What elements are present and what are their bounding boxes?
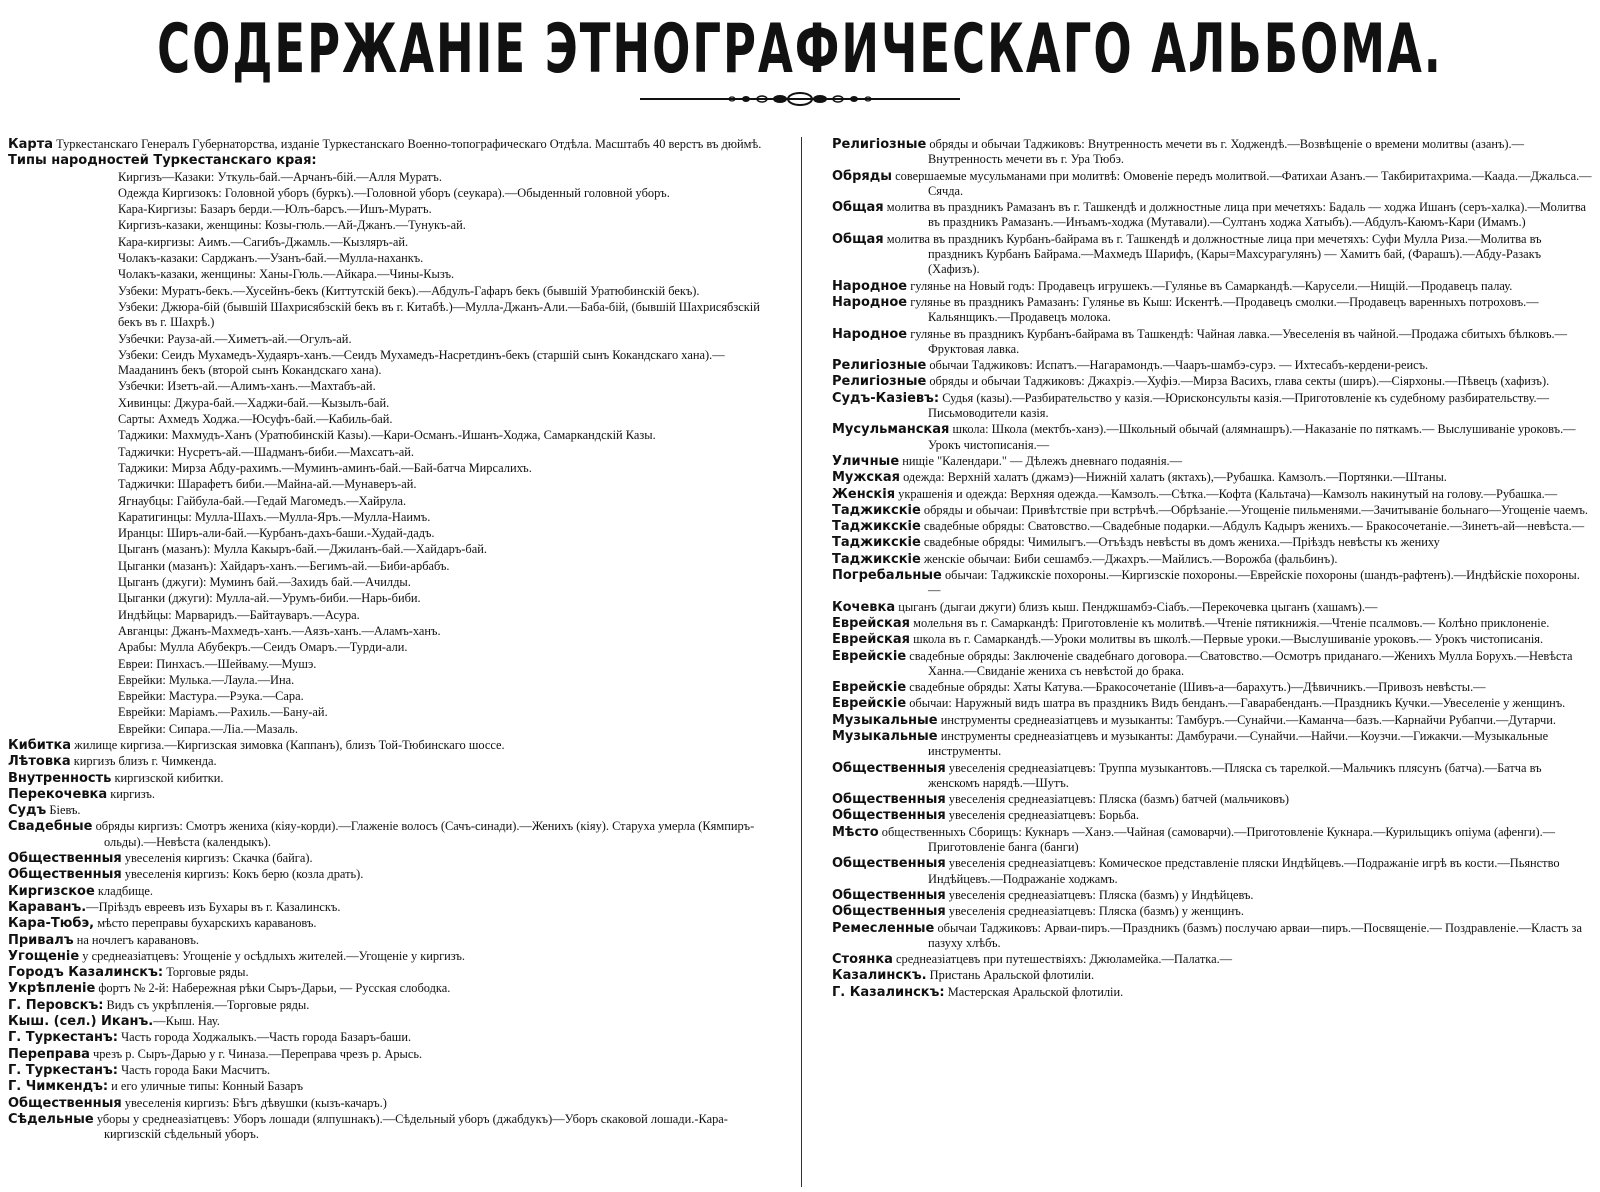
entry-text: Еврейки: Мастура.—Рэука.—Сара. <box>118 689 304 704</box>
contents-entry <box>8 251 783 266</box>
contents-entry <box>8 284 783 299</box>
contents-entry <box>8 396 783 411</box>
entry-keyword: Общественныя <box>832 887 946 903</box>
entry-text: увеселенія среднеазіатцевъ: Борьба. <box>945 808 1139 823</box>
entry-text: нищіе "Календари." — Дѣлежъ дневнаго подаянія.— <box>899 453 1183 468</box>
entry-text: одежда: Верхній халатъ (джамэ)—Нижній халатъ (яктахъ),—Рубашка. Камзолъ.—Портянки.—Штаны. <box>900 470 1447 485</box>
entry-text: Кара-Киргизы: Базаръ берди.—Юлъ-барсъ.—Ишъ-Муратъ. <box>118 202 432 217</box>
entry-text: Судья (казы).—Разбирательство у казія.—Юрисконсульты казія.—Приготовленіе къ судебному разбирательству.—Письмоводители казія. <box>928 390 1550 421</box>
contents-entry <box>8 867 783 882</box>
contents-entry <box>832 761 1592 792</box>
contents-entry <box>832 374 1592 389</box>
entry-text: увеселенія среднеазіатцевъ: Пляска (базмъ) у Индѣйцевъ. <box>945 887 1254 902</box>
entry-text: Арабы: Мулла Абубекръ.—Сеидъ Омаръ.—Турди-али. <box>118 640 408 655</box>
contents-entry <box>8 803 783 818</box>
entry-keyword: Общественныя <box>832 760 946 776</box>
contents-entry <box>832 503 1592 518</box>
entry-keyword: Городъ Казалинскъ: <box>8 965 164 981</box>
entry-text: женскіе обычаи: Биби сешамбэ.—Джахръ.—Майлисъ.—Ворожба (фальбинъ). <box>920 551 1338 566</box>
entry-keyword: Укрѣпленіе <box>8 981 96 997</box>
contents-entry <box>8 851 783 866</box>
contents-entry <box>8 998 783 1013</box>
contents-entry <box>8 186 783 201</box>
entry-text: и его уличные типы: Конный Базаръ <box>108 1079 304 1094</box>
entry-keyword: Кочевка <box>832 599 896 615</box>
entry-keyword: Общая <box>832 200 884 216</box>
entry-text: Чолакъ-казаки: Сарджанъ.—Узанъ-бай.—Мулла-наханкъ. <box>118 251 424 266</box>
contents-entry <box>832 454 1592 469</box>
contents-entry <box>8 722 783 737</box>
entry-text: Цыганки (мазанъ): Хайдаръ-ханъ.—Бегимъ-ай.—Биби-арбабъ. <box>118 558 450 573</box>
entry-text: Видъ съ укрѣпленія.—Торговые ряды. <box>103 997 310 1012</box>
entry-text: Пристань Аральской флотиліи. <box>926 968 1095 983</box>
entry-text: Хивинцы: Джура-бай.—Хаджи-бай.—Кызылъ-бай. <box>118 395 390 410</box>
contents-entry <box>8 933 783 948</box>
contents-entry <box>8 202 783 217</box>
entry-keyword: Общественныя <box>8 867 122 883</box>
entry-keyword: Еврейская <box>832 615 910 631</box>
entry-text: у среднеазіатцевъ: Угощеніе у осѣдлыхъ жителей.—Угощеніе у киргизъ. <box>79 948 465 963</box>
contents-entry <box>8 348 783 379</box>
contents-entry <box>8 949 783 964</box>
contents-entry <box>832 600 1592 615</box>
contents-entry <box>832 792 1592 807</box>
entry-keyword: Общественныя <box>832 792 946 808</box>
entry-text: увеселенія среднеазіатцевъ: Комическое представленіе пляски Индѣйцевъ.—Подражаніе игрѣ въ кости.—Пьянство Индѣйцевъ.—Подражаніе ходжамъ. <box>928 856 1560 886</box>
contents-entry <box>832 888 1592 903</box>
entry-text: Авганцы: Джанъ-Махмедъ-ханъ.—Аязъ-ханъ.—Аламъ-ханъ. <box>118 623 441 638</box>
contents-entry <box>832 391 1592 422</box>
contents-entry <box>8 1112 783 1143</box>
entry-text: Біевъ. <box>46 803 81 818</box>
contents-entry <box>8 445 783 460</box>
entry-keyword: Таджикскіе <box>832 535 921 551</box>
contents-entry <box>8 218 783 233</box>
entry-text: Одежда Киргизокъ: Головной уборъ (буркъ).—Головной уборъ (сеукара).—Обыденный головной уборъ. <box>118 185 670 200</box>
contents-entry <box>832 952 1592 967</box>
contents-entry <box>832 696 1592 711</box>
entry-text: Евреи: Пинхасъ.—Шейваму.—Мушэ. <box>118 656 317 671</box>
entry-text: обряды и обычаи Таджиковъ: Внутренность мечети въ г. Ходжендѣ.—Возвѣщеніе о времени молитвы (азанъ).—Внутренность мечети въ г. Ура Тюбэ. <box>926 137 1525 167</box>
entry-text: Киргизъ-казаки, женщины: Козы-гюль.—Ай-Джанъ.—Тунукъ-ай. <box>118 218 466 233</box>
contents-entry <box>832 856 1592 887</box>
entry-text: Таджички: Шарафетъ биби.—Майна-ай.—Мунаверъ-ай. <box>118 477 417 492</box>
contents-entry <box>832 825 1592 856</box>
entry-text: мѣсто переправы бухарскихъ каравановъ. <box>94 916 317 931</box>
entry-text: Цыганъ (джуги): Муминъ бай.—Захидъ бай.—Ачилды. <box>118 575 411 590</box>
contents-entry <box>8 738 783 753</box>
contents-entry <box>8 819 783 850</box>
contents-entry <box>8 608 783 623</box>
entry-keyword: Женскія <box>832 486 896 502</box>
entry-text: гулянье на Новый годъ: Продавецъ игрушекъ.—Гулянье въ Самаркандѣ.—Карусели.—Нищій.—Продавецъ палау. <box>907 278 1513 293</box>
entry-text: Цыганъ (мазанъ): Мулла Какыръ-бай.—Джиланъ-бай.—Хайдаръ-бай. <box>118 542 487 557</box>
contents-entry <box>832 169 1592 200</box>
entry-keyword: Внутренность <box>8 770 112 786</box>
entry-keyword: Мужская <box>832 470 900 486</box>
contents-entry <box>832 680 1592 695</box>
contents-entry <box>832 729 1592 760</box>
entry-text: гулянье въ праздникъ Курбанъ-байрама въ Ташкендѣ: Чайная лавка.—Увеселенія въ чайной.—Продажа сбитыхъ бѣлковъ.—Фруктовая лавка. <box>907 326 1568 356</box>
contents-entry <box>832 632 1592 647</box>
entry-keyword: Погребальные <box>832 568 942 584</box>
entry-text: обряды киргизъ: Смотръ жениха (кіяу-корди).—Глаженіе волосъ (Сачъ-синади).—Женихъ (кіяу). Старуха умерла (Кямпиръ-ольды).—Невѣста (календыкъ). <box>92 819 755 849</box>
entry-keyword: Г. Туркестанъ: <box>8 1062 118 1078</box>
contents-entry <box>832 921 1592 952</box>
contents-entry <box>832 535 1592 550</box>
entry-keyword: Кибитка <box>8 737 72 753</box>
page-title: СОДЕРЖАНІЕ ЭТНОГРАФИЧЕСКАГО АЛЬБОМА. <box>157 10 1443 89</box>
entry-text: Узбечки: Рауза-ай.—Химетъ-ай.—Огулъ-ай. <box>118 331 352 346</box>
entry-text: свадебные обряды: Чимилыгъ.—Отъѣздъ невѣсты въ домъ жениха.—Пріѣздъ невѣсты къ жениху <box>920 535 1440 550</box>
contents-entry <box>8 332 783 347</box>
contents-entry <box>8 884 783 899</box>
contents-entry <box>8 640 783 655</box>
contents-entry <box>832 985 1592 1000</box>
entry-text: Таджички: Нусретъ-ай.—Шадманъ-биби.—Махсатъ-ай. <box>118 444 415 459</box>
entry-text: киргизъ. <box>107 786 155 801</box>
entry-keyword: Общая <box>832 231 884 247</box>
contents-entry <box>8 300 783 331</box>
entry-text: увеселенія киргизъ: Кокъ берю (козла драть). <box>121 867 364 882</box>
contents-entry <box>832 713 1592 728</box>
entry-text: школа въ г. Самаркандѣ.—Уроки молитвы въ школѣ.—Первые уроки.—Выслушиваніе уроковъ.— Урокъ чистописанія. <box>910 632 1544 647</box>
entry-keyword: Караванъ. <box>8 899 87 915</box>
entry-keyword: Музыкальные <box>832 728 938 744</box>
entry-text: Узбеки: Сеидъ Мухамедъ-Худаяръ-ханъ.—Сеидъ Мухамедъ-Насретдинъ-бекъ (старшій сынъ Кокандскаго хана).—Мааданинъ бекъ (второй сынъ Кокандскаго хана). <box>118 347 725 378</box>
entry-text: обряды и обычаи: Привѣтствіе при встрѣчѣ.—Обрѣзаніе.—Угощеніе пильменями.—Зачитываніе больнаго—Угощеніе чаемъ. <box>920 502 1588 517</box>
left-column <box>8 137 783 1143</box>
entry-text: Киргизъ—Казаки: Уткуль-бай.—Арчанъ-бій.—Алля Муратъ. <box>118 169 442 184</box>
contents-entry <box>8 542 783 557</box>
entry-text: Узбеки: Джюра-бій (бывшій Шахрисябзскій бекъ въ г. Китабѣ.)—Мулла-Джанъ-Али.—Баба-бій, (бывшій Шахрисябзскій бекъ въ г. Шахрѣ.) <box>118 299 760 330</box>
entry-keyword: Общественныя <box>8 851 122 867</box>
entry-keyword: Карта <box>8 137 54 152</box>
contents-entry <box>832 422 1592 453</box>
entry-keyword: Привалъ <box>8 932 74 948</box>
entry-text: Кара-киргизы: Аимъ.—Сагибъ-Джамль.—Кызляръ-ай. <box>118 234 409 249</box>
contents-entry <box>8 771 783 786</box>
contents-entry <box>8 591 783 606</box>
contents-entry <box>8 689 783 704</box>
entry-keyword: Еврейскіе <box>832 648 907 664</box>
entry-text: инструменты среднеазіатцевъ и музыканты: Дамбурачи.—Сунайчи.—Найчи.—Коузчи.—Гижакчи.—Музыкальные инструменты. <box>928 728 1549 759</box>
contents-entry <box>8 705 783 720</box>
contents-entry <box>832 904 1592 919</box>
contents-entry <box>8 754 783 769</box>
contents-entry <box>832 616 1592 631</box>
contents-entry <box>8 477 783 492</box>
entry-keyword: Еврейскіе <box>832 680 907 696</box>
entry-keyword: Общественныя <box>832 808 946 824</box>
contents-entry <box>832 295 1592 326</box>
contents-entry <box>8 916 783 931</box>
contents-entry <box>832 552 1592 567</box>
contents-entry <box>8 137 783 152</box>
entry-keyword: Кыш. (сел.) Иканъ. <box>8 1014 154 1030</box>
entry-keyword: Уличные <box>832 453 900 469</box>
entry-text: киргизской кибитки. <box>111 770 224 785</box>
entry-text: Ягнаубцы: Гайбула-бай.—Гедай Магомедъ.—Хайрула. <box>118 493 407 508</box>
entry-keyword: Киргизское <box>8 883 95 899</box>
entry-keyword: Сѣдельные <box>8 1111 94 1127</box>
entry-text: обычаи Таджиковъ: Испатъ.—Нагарамондъ.—Чааръ-шамбэ-сурэ. — Ихтесабъ-кердени-реисъ. <box>926 358 1429 373</box>
entry-keyword: Типы народностей Туркестанскаго края: <box>8 153 317 169</box>
contents-entry <box>832 358 1592 373</box>
contents-entry <box>8 1047 783 1062</box>
entry-keyword: Религіозные <box>832 374 927 390</box>
contents-entry <box>8 494 783 509</box>
contents-entry <box>8 461 783 476</box>
entry-keyword: Народное <box>832 294 908 310</box>
contents-entry <box>832 519 1592 534</box>
entry-keyword: Судъ <box>8 803 47 819</box>
contents-entry <box>832 568 1592 599</box>
entry-text: среднеазіатцевъ при путешествіяхъ: Джюламейка.—Палатка.— <box>892 952 1233 967</box>
contents-entry <box>8 981 783 996</box>
entry-keyword: Свадебные <box>8 819 93 835</box>
entry-text: обряды и обычаи Таджиковъ: Джахріэ.—Хуфіэ.—Мирза Васихъ, глава секты (ширъ).—Сіярхоны.—Пѣвецъ (хафизъ). <box>926 374 1550 389</box>
entry-keyword: Религіозные <box>832 358 927 374</box>
column-divider <box>801 137 803 1187</box>
entry-text: увеселенія киргизъ: Бѣгъ дѣвушки (кызъ-качаръ.) <box>121 1095 387 1110</box>
contents-entry <box>8 1079 783 1094</box>
entry-keyword: Ремесленные <box>832 920 935 936</box>
contents-entry <box>8 1014 783 1029</box>
entry-text: молельня въ г. Самаркандѣ: Приготовленіе къ молитвѣ.—Чтеніе пятикнижія.—Чтеніе псалмовъ.— Колѣно приклоненіе. <box>910 615 1550 630</box>
entry-text: Торговые ряды. <box>163 965 249 980</box>
contents-entry <box>8 624 783 639</box>
contents-entry <box>832 200 1592 231</box>
entry-keyword: Общественныя <box>832 856 946 872</box>
entry-text: увеселенія среднеазіатцевъ: Пляска (базмъ) батчей (мальчиковъ) <box>945 792 1290 807</box>
entry-keyword: Народное <box>832 326 908 342</box>
entry-keyword: Лѣтовка <box>8 754 71 770</box>
entry-text: обычаи Таджиковъ: Арваи-пиръ.—Праздникъ (базмъ) послучаю арваи—пиръ.—Посвященіе.— Поздравленіе.—Кластъ за пазуху хлѣбъ. <box>928 920 1582 950</box>
contents-entry <box>8 267 783 282</box>
entry-keyword: Таджикскіе <box>832 519 921 535</box>
entry-text: увеселенія среднеазіатцевъ: Труппа музыкантовъ.—Пляска съ тарелкой.—Мальчикъ плясунъ (батча).—Батча въ женскомъ нарядѣ.—Шутъ. <box>928 760 1542 790</box>
entry-text: увеселенія киргизъ: Скачка (байга). <box>121 851 313 866</box>
entry-text: свадебные обряды: Сватовство.—Свадебные подарки.—Абдулъ Кадыръ женихъ.— Бракосочетаніе.—Зинетъ-ай—невѣста.— <box>920 519 1585 534</box>
entry-text: Узбеки: Муратъ-бекъ.—Хусейнъ-бекъ (Киттутскій бекъ).—Абдулъ-Гафаръ бекъ (бывшій Уратюбинскій бекъ). <box>118 283 700 298</box>
entry-text: Еврейки: Сипара.—Ліа.—Мазаль. <box>118 721 298 736</box>
entry-keyword: Г. Туркестанъ: <box>8 1030 118 1046</box>
contents-entry <box>832 470 1592 485</box>
contents-entry <box>832 487 1592 502</box>
entry-keyword: Народное <box>832 278 908 294</box>
entry-keyword: Судъ-Казіевъ: <box>832 390 940 406</box>
entry-text: Каратигинцы: Мулла-Шахъ.—Мулла-Яръ.—Мулла-Наимъ. <box>118 509 431 524</box>
contents-entry <box>8 673 783 688</box>
entry-text: цыганъ (дыгаи джуги) близъ кыш. Пенджшамбэ-Сіабъ.—Перекочевка цыганъ (хашамъ).— <box>895 599 1378 614</box>
entry-keyword: Еврейскіе <box>832 696 907 712</box>
entry-text: молитва въ праздникъ Рамазанъ въ г. Ташкендѣ и должностные лица при мечетяхъ: Бадаль — ходжа Ишанъ (серъ-халка).—Молитва въ праздникъ Рамазанъ.—Инъамъ-ходжа (Мутавали).—Султанъ ходжа Хатыбъ).—Абдулъ-Каюмъ-Кари (Имамъ.) <box>883 200 1587 230</box>
contents-entry <box>832 327 1592 358</box>
entry-text: общественныхъ Сборищъ: Кукнаръ —Ханэ.—Чайная (самоварчи).—Приготовленіе Кукнара.—Курильщикъ опіума (афенги).—Приготовленіе банга (банги) <box>878 824 1556 855</box>
contents-entry <box>8 526 783 541</box>
contents-entry <box>832 137 1592 168</box>
entry-text: гулянье въ праздникъ Рамазанъ: Гулянье въ Кыш: Искентѣ.—Продавецъ смолки.—Продавецъ варенныхъ потроховъ.—Кальянщикъ.—Продавецъ молока. <box>907 294 1539 325</box>
entry-text: жилище киргиза.—Киргизская зимовка (Каппанъ), близъ Той-Тюбинскаго шоссе. <box>71 737 505 752</box>
entry-keyword: Казалинскъ. <box>832 968 927 984</box>
entry-text: фортъ № 2-й: Набережная рѣки Сыръ-Дарьи, — Русская слободка. <box>95 981 451 996</box>
contents-entry <box>8 379 783 394</box>
entry-text: —Пріѣздъ евреевъ изъ Бухары въ г. Казалинскъ. <box>86 899 341 914</box>
entry-text: Часть города Ходжалыкъ.—Часть города Базаръ-баши. <box>118 1030 412 1045</box>
entry-text: Таджики: Мирза Абду-рахимъ.—Муминъ-аминъ-бай.—Бай-батча Мирсалихъ. <box>118 460 532 475</box>
entry-keyword: Общественныя <box>8 1095 122 1111</box>
contents-entry <box>8 235 783 250</box>
contents-entry <box>832 808 1592 823</box>
entry-keyword: Г. Казалинскъ: <box>832 984 945 1000</box>
entry-keyword: Кара-Тюбэ, <box>8 916 95 932</box>
contents-entry <box>8 428 783 443</box>
entry-keyword: Музыкальные <box>832 712 938 728</box>
right-column <box>832 137 1592 1001</box>
entry-text: инструменты среднеазіатцевъ и музыканты: Тамбуръ.—Сунайчи.—Каманча—базъ.—Карнайчи Рубапчи.—Дутарчи. <box>937 712 1556 727</box>
entry-keyword: Еврейская <box>832 632 910 648</box>
entry-text: Чолакъ-казаки, женщины: Ханы-Гюль.—Айкара.—Чины-Кызъ. <box>118 267 455 282</box>
contents-entry <box>832 968 1592 983</box>
entry-text: совершаемые мусульманами при молитвѣ: Омовеніе передъ молитвой.—Фатихаи Азанъ.— Такбиритахрима.—Каада.—Джальса.—Сячда. <box>892 168 1592 198</box>
contents-entry <box>832 279 1592 294</box>
contents-entry <box>8 787 783 802</box>
entry-text: Иранцы: Ширъ-али-бай.—Курбанъ-дахъ-баши.-Худай-дадъ. <box>118 526 435 541</box>
contents-entry <box>832 232 1592 278</box>
entry-keyword: Угощеніе <box>8 948 80 964</box>
entry-text: свадебные обряды: Заключеніе свадебнаго договора.—Сватовство.—Осмотръ приданаго.—Женихъ Мулла Борухъ.—Невѣста Ханна.—Свиданіе жениха съ невѣстой до брака. <box>906 648 1573 678</box>
entry-text: —Кыш. Нау. <box>153 1014 220 1029</box>
entry-keyword: Мусульманская <box>832 422 950 438</box>
entry-text: Сарты: Ахмедъ Ходжа.—Юсуфъ-бай.—Кабиль-бай. <box>118 412 393 427</box>
contents-entry <box>8 510 783 525</box>
entry-keyword: Религіозные <box>832 137 927 152</box>
entry-text: молитва въ праздникъ Курбанъ-байрама въ г. Ташкендѣ и должностные лица при мечетяхъ: Суфи Мулла Риза.—Молитва въ праздникъ Курбанъ Байрама.—Махмедъ Шарифъ, (Кары=Махсурагулянъ) — Хамитъ бай, (Фарашъ).—Абду-Разакъ (Хафизъ). <box>883 231 1542 277</box>
entry-text: Туркестанскаго Генералъ Губернаторства, изданіе Туркестанскаго Военно-топографическаго Отдѣла. Масштабъ 40 верстъ въ дюймѣ. <box>53 137 762 151</box>
entry-text: чрезъ р. Сыръ-Дарью у г. Чиназа.—Переправа чрезъ р. Арысь. <box>89 1046 423 1061</box>
entry-text: Узбечки: Изетъ-ай.—Алимъ-ханъ.—Махтабъ-ай. <box>118 379 376 394</box>
entry-keyword: Таджикскіе <box>832 551 921 567</box>
entry-text: Еврейки: Мулька.—Лаула.—Ина. <box>118 672 295 687</box>
contents-entry <box>8 412 783 427</box>
contents-entry <box>8 170 783 185</box>
entry-text: киргизъ близъ г. Чимкенда. <box>70 754 217 769</box>
entry-keyword: Г. Перовскъ: <box>8 997 104 1013</box>
entry-text: Цыганки (джуги): Мулла-ай.—Урумъ-биби.—Нарь-биби. <box>118 591 421 606</box>
entry-text: кладбище. <box>94 883 153 898</box>
contents-entry <box>832 649 1592 680</box>
ornament-divider <box>640 91 960 107</box>
contents-entry <box>8 1096 783 1111</box>
entry-keyword: Перекочевка <box>8 786 108 802</box>
contents-entry <box>8 575 783 590</box>
contents-entry <box>8 559 783 574</box>
contents-entry <box>8 153 783 168</box>
contents-entry <box>8 900 783 915</box>
contents-entry <box>8 1030 783 1045</box>
entry-text: свадебные обряды: Хаты Катува.—Бракосочетаніе (Шивъ-а—барахутъ.)—Дѣвичникъ.—Привозъ невѣсты.— <box>906 680 1486 695</box>
entry-text: Еврейки: Маріамъ.—Рахиль.—Бану-ай. <box>118 705 328 720</box>
entry-text: Таджики: Махмудъ-Ханъ (Уратюбинскій Казы).—Кари-Османъ.-Ишанъ-Ходжа, Самаркандскій Казы. <box>118 428 656 443</box>
entry-keyword: Мѣсто <box>832 824 879 840</box>
entry-keyword: Общественныя <box>832 904 946 920</box>
entry-keyword: Обряды <box>832 168 893 184</box>
entry-keyword: Г. Чимкендъ: <box>8 1079 109 1095</box>
contents-entry <box>8 657 783 672</box>
entry-text: уборы у среднеазіатцевъ: Уборъ лошади (ялпушнакъ).—Сѣдельный уборъ (джабдукъ)—Уборъ скаковой лошади.-Кара-киргизскій сѣдельный уборъ. <box>93 1111 728 1142</box>
entry-text: на ночлегъ каравановъ. <box>73 932 200 947</box>
contents-entry <box>8 1063 783 1078</box>
contents-entry <box>8 965 783 980</box>
entry-text: Индѣйцы: Марваридъ.—Байтауваръ.—Асура. <box>118 607 360 622</box>
entry-text: школа: Школа (мектбъ-ханэ).—Школьный обычай (алямнашръ).—Наказаніе по пяткамъ.— Выслушиваніе уроковъ.—Урокъ чистописанія.— <box>928 422 1576 452</box>
entry-text: обычаи: Наружный видъ шатра въ праздникъ Видъ бенданъ.—Гаварабенданъ.—Праздникъ Кучки.—Увеселеніе у женщинъ. <box>906 696 1566 711</box>
entry-text: украшенія и одежда: Верхняя одежда.—Камзолъ.—Сѣтка.—Кофта (Кальтача)—Камзолъ накинутый на голову.—Рубашка.— <box>895 486 1558 501</box>
entry-keyword: Таджикскіе <box>832 502 921 518</box>
entry-text: увеселенія среднеазіатцевъ: Пляска (базмъ) у женщинъ. <box>945 904 1244 919</box>
entry-text: Часть города Баки Масчитъ. <box>118 1062 271 1077</box>
entry-keyword: Стоянка <box>832 952 893 968</box>
entry-text: Мастерская Аральской флотиліи. <box>944 984 1124 999</box>
entry-text: обычаи: Таджикскіе похороны.—Киргизскіе похороны.—Еврейскіе похороны (шандъ-рафтенъ).—Индѣйскіе похороны.— <box>928 568 1580 598</box>
entry-keyword: Переправа <box>8 1046 90 1062</box>
